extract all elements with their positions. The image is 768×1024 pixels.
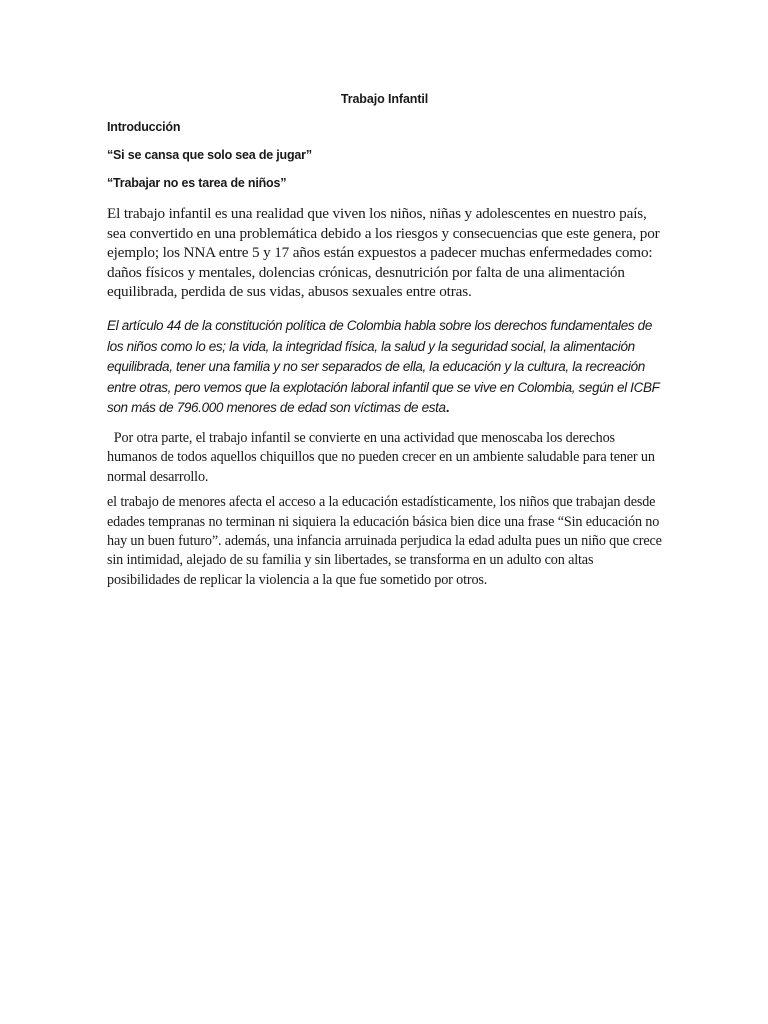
paragraph-3: Por otra parte, el trabajo infantil se convierte en una actividad que menoscaba los derechos humanos de todos aquellos chiquillos que no pueden crecer en un ambiente saludable para tener un normal desarrollo.	[107, 429, 659, 485]
paragraph-2	[107, 316, 662, 419]
document-page	[107, 92, 662, 596]
paragraph-2-text: El artículo 44 de la constitución política de Colombia habla sobre los derechos fundamentales de los niños como lo es; la vida, la integridad física, la salud y la seguridad social, la alimentación equilibrada, tener una familia y no ser separados de ella, la educación y la cultura, la recreación entre otras, pero vemos que la explotación laboral infantil que se vive en Colombia, según el ICBF son más de 796.000 menores de edad son víctimas de esta	[107, 317, 660, 416]
section-heading: Introducción	[107, 120, 181, 134]
paragraph-1: El trabajo infantil es una realidad que viven los niños, niñas y adolescentes en nuestro país, sea convertido en una problemática debido a los riesgos y consecuencias que este genera, por ejemplo; los NNA entre 5 y 17 años están expuestos a padecer muchas enfermedades como: daños físicos y mentales, dolencias crónicas, desnutrición por falta de una alimentación equilibrada, perdida de sus vidas, abusos sexuales entre otras.	[107, 205, 660, 301]
document-title: Trabajo Infantil	[340, 92, 429, 106]
quote-1: “Si se cansa que solo sea de jugar”	[107, 148, 312, 162]
paragraph-4: el trabajo de menores afecta el acceso a la educación estadísticamente, los niños que trabajan desde edades tempranas no terminan ni siquiera la educación básica bien dice una frase “Sin educación no hay un buen futuro”. además, una infancia arruinada perjudica la edad adulta pues un niño que crece sin intimidad, alejado de su familia y sin libertades, se transforma en un adulto con altas posibilidades de replicar la violencia a la que fue sometido por otros.	[107, 494, 662, 588]
quote-2: “Trabajar no es tarea de niños”	[107, 176, 287, 190]
paragraph-2-period: .	[445, 400, 450, 416]
